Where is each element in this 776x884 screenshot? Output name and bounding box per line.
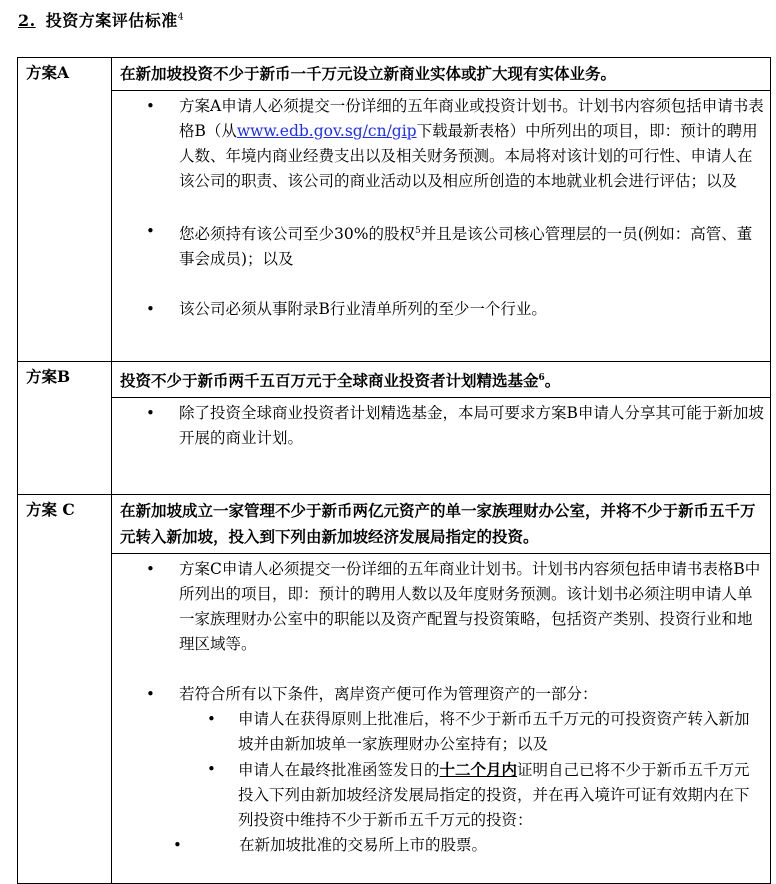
plan-a-bullet-2-text-end: 并且是该公司核心管理层的一员(例如：高管、董事会成员)；以及 [179, 225, 753, 269]
plan-c-body-row [18, 554, 771, 884]
plan-b-heading-text: 投资不少于新币两千五百万元于全球商业投资者计划精选基金 [120, 371, 539, 391]
plan-c-sub-bullet-1-text: • 申请人在获得原则上批准后，将不少于新币五千万元的可投资资产转入新加坡并由新加坡单一家族理财办公室持有；以及 [238, 710, 750, 754]
plan-b-heading-end: 。 [544, 371, 561, 391]
plan-c-bullet-2 [120, 682, 764, 858]
plan-c-sub-bullet-2-text [179, 757, 764, 833]
plan-c-sub-2-post: 证明自己已将不少于新币五千万元投入下列由新加坡经济发展局指定的投资，并在再入境许可证有效期内在下列投资中维持不少于新币五千万元的投资： [238, 761, 750, 830]
section-heading: 投资方案评估标准 [45, 11, 178, 30]
plan-a-bullet-3: • 该公司必须从事附录B行业清单所列的至少一个行业。 [120, 297, 764, 322]
plan-c-bullet-1: • 方案C申请人必须提交一份详细的五年商业计划书。计划书内容须包括申请书表格B中所列出的项目，即：预计的聘用人数以及年度财务预测。该计划书必须注明申请人单一家族理财办公室中的职能以及资产配置与投资策略，包括资产类别、投资行业和地理区域等。 [120, 557, 764, 657]
plan-b-heading-row [18, 362, 771, 398]
plan-a-bullet-2-text: 您必须持有该公司至少30%的股权 [179, 225, 415, 244]
plan-c-sub-bullet-1 [120, 707, 764, 757]
footnote-5: 5 [414, 226, 421, 236]
twelve-months-emphasis: 十二个月内 [439, 760, 518, 780]
plan-b-label: 方案B [18, 362, 112, 495]
plan-a-label: 方案A [18, 58, 112, 362]
plan-b-body-row [18, 398, 771, 495]
edb-form-link[interactable]: www.edb.gov.sg/cn/gip [236, 122, 417, 140]
plan-c-body [112, 554, 771, 884]
plan-a-body-row [18, 91, 771, 362]
plan-c-sub-bullet-2 [120, 757, 764, 858]
plan-c-label: 方案 C [18, 495, 112, 884]
section-title [18, 8, 184, 31]
plan-c-bullet-2-text: 若符合所有以下条件，离岸资产便可作为管理资产的一部分： [179, 685, 598, 704]
plan-a-bullet-1-text: 方案A申请人必须提交一份详细的五年商业或投资计划书。计划书内容须包括申请书表格B（从 [179, 97, 764, 140]
plan-a-heading-row [18, 58, 771, 91]
section-number: 2. [18, 11, 36, 30]
plan-c-sub-2-pre: 申请人在最终批准函签发日的 [238, 761, 440, 780]
plan-a-body [112, 91, 771, 362]
plan-b-heading [112, 362, 771, 398]
footnote-6: 6 [538, 373, 545, 383]
plan-c-subsub-bullet-1: • 在新加坡批准的交易所上市的股票。 [61, 833, 764, 858]
plan-a-heading: 在新加坡投资不少于新币一千万元设立新商业实体或扩大现有实体业务。 [112, 58, 771, 91]
plan-a-bullet-1-text-end: 下载最新表格）中所列出的项目，即：预计的聘用人数、年境内商业经费支出以及相关财务预测。本局将对该计划的可行性、申请人在该公司的职责、该公司的商业活动以及相应所创造的本地就业机会进行评估；以及 [179, 122, 758, 190]
plans-table [17, 57, 771, 884]
plan-b-body [112, 398, 771, 495]
plan-a-bullet-1 [120, 94, 764, 194]
plan-a-bullet-2 [120, 219, 764, 272]
plan-b-bullet-1: • 除了投资全球商业投资者计划精选基金，本局可要求方案B申请人分享其可能于新加坡开展的商业计划。 [120, 401, 764, 451]
plan-c-heading: 在新加坡成立一家管理不少于新币两亿元资产的单一家族理财办公室，并将不少于新币五千万元转入新加坡，投入到下列由新加坡经济发展局指定的投资。 [112, 495, 771, 554]
section-footnote: 4 [177, 12, 184, 23]
plan-c-heading-row [18, 495, 771, 554]
